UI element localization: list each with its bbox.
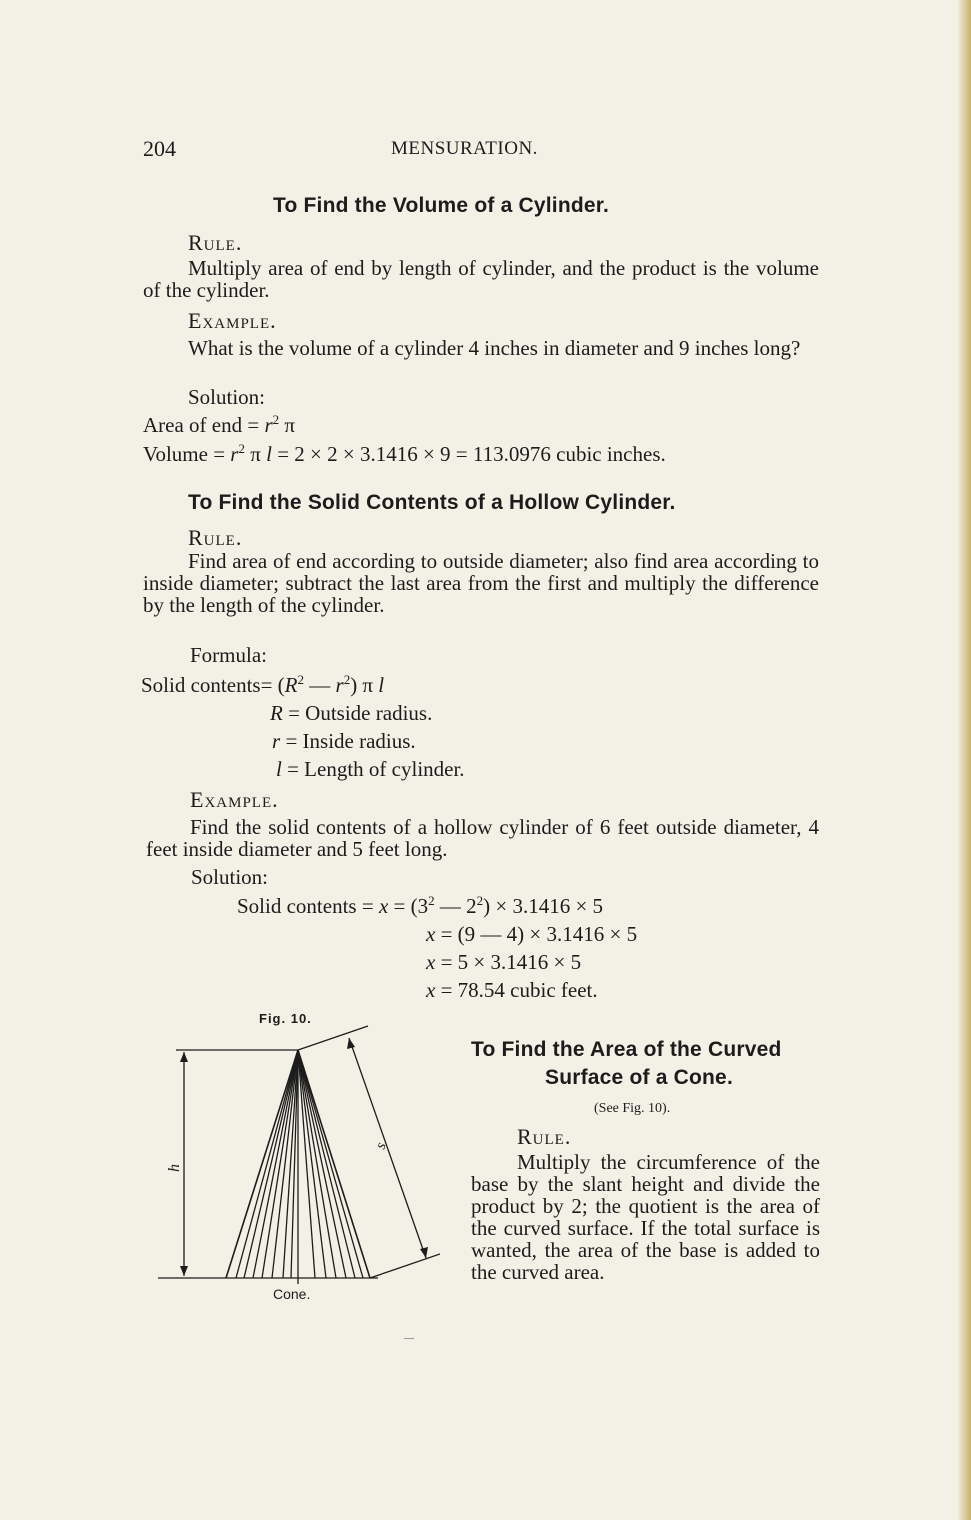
slant-extension-bottom — [370, 1254, 440, 1278]
area-prefix: Area of end = — [143, 413, 265, 437]
sol-line2: = (9 — 4) × 3.1416 × 5 — [435, 922, 638, 946]
def-l-text: = Length of cylinder. — [281, 757, 465, 781]
area-formula — [143, 413, 295, 438]
figure-caption: Cone. — [273, 1286, 311, 1302]
formula-r: r — [335, 673, 344, 697]
vol-exp: 2 — [238, 441, 245, 456]
section-heading-cone-line-1: To Find the Area of the Curved — [471, 1038, 782, 1061]
sol-x-3: x — [426, 950, 436, 974]
formula-label: Formula: — [190, 643, 267, 667]
formula-R: R — [284, 673, 298, 697]
sol-line1: = (3 — [388, 894, 429, 918]
sol-exp-2: 2 — [476, 893, 484, 908]
page-mark — [404, 1338, 414, 1339]
solution-line-2 — [426, 922, 637, 947]
solid-contents-formula — [141, 673, 384, 698]
solution-label-2: Solution: — [191, 865, 269, 889]
solution-line-1 — [237, 894, 603, 919]
rule-text: Multiply area of end by length of cylinder, and the product is the volume of the cylinder. — [143, 256, 819, 302]
section-heading-cylinder-volume: To Find the Volume of a Cylinder. — [273, 194, 610, 217]
height-arrow-bottom — [180, 1266, 188, 1276]
solution-line-4 — [426, 978, 598, 1003]
def-outside-radius — [270, 701, 432, 726]
example-text-2: Find the solid contents of a hollow cylinder of 6 feet outside diameter, 4 feet inside diameter and 5 feet long. — [146, 815, 819, 861]
def-R-sym: R — [270, 701, 283, 725]
section-heading-cone-line-2: Surface of a Cone. — [545, 1066, 733, 1089]
rule-label-2: Rule. — [188, 525, 243, 550]
sol-x-4: x — [426, 978, 436, 1002]
def-R-text: = Outside radius. — [282, 701, 433, 725]
cone-figure — [150, 1022, 440, 1297]
sol-line4: = 78.54 cubic feet. — [435, 978, 598, 1002]
vol-rest: = 2 × 2 × 3.1416 × 9 = 113.0976 cubic inches. — [271, 442, 666, 466]
slant-arrow-bottom — [420, 1247, 428, 1258]
sol-line3: = 5 × 3.1416 × 5 — [435, 950, 582, 974]
area-r: r — [264, 413, 273, 437]
slant-extension-top — [298, 1026, 368, 1050]
vol-r: r — [230, 442, 239, 466]
page-edge — [957, 0, 971, 1520]
formula-l: l — [378, 673, 385, 697]
height-label: h — [166, 1164, 183, 1172]
slant-label: s — [372, 1140, 390, 1152]
sol-exp-1: 2 — [428, 893, 435, 908]
sol-x-1: x — [378, 894, 389, 918]
height-arrow-top — [180, 1052, 188, 1062]
vol-pi: π — [244, 442, 267, 466]
section-heading-hollow-cylinder: To Find the Solid Contents of a Hollow Cylinder. — [188, 491, 676, 514]
area-pi: π — [279, 413, 296, 437]
page-number: 204 — [143, 136, 176, 161]
sol-x-2: x — [426, 922, 436, 946]
example-label: Example. — [188, 308, 277, 333]
def-r-sym: r — [272, 729, 281, 753]
rule-label: Rule. — [188, 230, 243, 255]
running-title: MENSURATION. — [391, 138, 538, 159]
volume-formula — [143, 442, 666, 467]
sol-line1b: — 2 — [434, 894, 477, 918]
cone-right-edge — [298, 1050, 370, 1278]
formula-r-exp: 2 — [343, 672, 351, 687]
slant-arrow-top — [347, 1038, 355, 1049]
def-r-text: = Inside radius. — [280, 729, 416, 753]
sol-prefix: Solid contents = — [237, 894, 379, 918]
see-figure-note: (See Fig. 10). — [594, 1101, 671, 1116]
def-l-sym: l — [276, 757, 282, 781]
def-inside-radius — [272, 729, 416, 754]
vol-l: l — [266, 442, 272, 466]
rule-label-3: Rule. — [517, 1124, 572, 1149]
example-label-2: Example. — [190, 787, 279, 812]
sol-line1c: ) × 3.1416 × 5 — [483, 894, 604, 918]
cone-left-edge — [226, 1050, 298, 1278]
formula-R-exp: 2 — [297, 672, 304, 687]
figure-label: Fig. 10. — [259, 1011, 312, 1026]
area-exp: 2 — [272, 412, 280, 427]
formula-mid: — — [304, 673, 336, 697]
solution-label: Solution: — [188, 385, 266, 409]
formula-close: ) π — [350, 673, 379, 697]
formula-prefix: Solid contents= ( — [141, 673, 285, 697]
rule-text-2: Find area of end according to outside diameter; also find area according to inside diameter; subtract the last area from the first and multiply the difference by the length of the cylinder. — [143, 549, 819, 617]
vol-prefix: Volume = — [143, 442, 231, 466]
example-text: What is the volume of a cylinder 4 inches in diameter and 9 inches long? — [188, 336, 801, 360]
solution-line-3 — [426, 950, 581, 975]
def-length — [276, 757, 465, 782]
rule-text-3: Multiply the circumference of the base by the slant height and divide the product by 2; the quotient is the area of the curved surface. If the total surface is wanted, the area of the base is added to the curved area. — [471, 1150, 820, 1284]
